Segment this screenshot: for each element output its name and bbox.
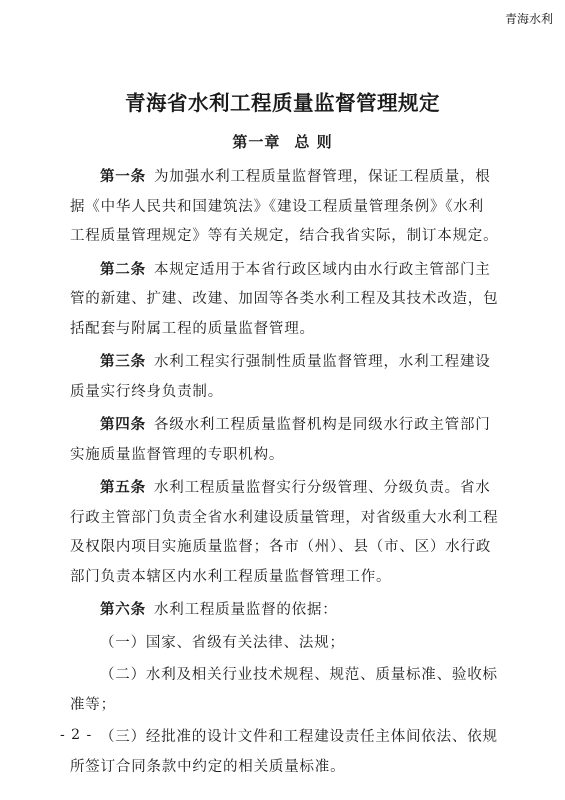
- text-content: 水利工程质量监督实行分级管理、分级负责。省水: [153, 480, 491, 496]
- text-content: 实施质量监督管理的专职机构。: [70, 446, 285, 463]
- text-content: 所签订合同条款中约定的相关质量标准。: [70, 758, 346, 775]
- article-paragraph: [70, 347, 500, 407]
- list-item: [70, 661, 500, 720]
- article-label: 第五条: [100, 479, 146, 496]
- text-line: [70, 162, 500, 193]
- text-content: 工程质量管理规定》等有关规定，结合我省实际，制订本规定。: [70, 228, 499, 244]
- text-line: [70, 255, 500, 286]
- article-label: 第四条: [100, 416, 146, 433]
- text-line: [70, 378, 500, 408]
- text-content: 准等；: [70, 696, 116, 713]
- text-content: 各级水利工程质量监督机构是同级水行政主管部门: [153, 417, 491, 433]
- text-line: [70, 410, 500, 441]
- article-label: 第二条: [100, 260, 146, 278]
- article-paragraph: [70, 255, 500, 345]
- article-paragraph: [70, 595, 500, 626]
- text-line: [70, 315, 500, 345]
- article-paragraph: [70, 473, 500, 592]
- text-content: （二）水利及相关行业技术规程、规范、质量标准、验收标: [100, 667, 498, 683]
- text-content: 本规定适用于本省行政区域内由水行政主管部门主: [153, 261, 491, 278]
- text-content: 水利工程实行强制性质量监督管理，水利工程建设: [153, 354, 491, 370]
- document-title: 青海省水利工程质量监督管理规定: [125, 91, 440, 115]
- text-line: [70, 723, 500, 753]
- text-line: [70, 753, 500, 783]
- text-content: 及权限内项目实施质量监督；各市（州）、县（市、区）水行政: [70, 539, 492, 555]
- text-line: [70, 661, 500, 691]
- text-content: 水利工程质量监督的依据：: [153, 602, 338, 618]
- text-line: [70, 563, 500, 593]
- text-line: [70, 533, 500, 563]
- chapter-heading: [0, 131, 565, 152]
- text-line: [70, 691, 500, 721]
- article-paragraph: [70, 162, 500, 252]
- chapter-number: 第一章: [232, 133, 281, 151]
- article-label: 第六条: [100, 601, 146, 618]
- text-line: [70, 285, 500, 315]
- list-item: [70, 629, 500, 659]
- text-line: [70, 595, 500, 626]
- text-content: 据《中华人民共和国建筑法》《建设工程质量管理条例》《水利: [70, 198, 484, 215]
- text-content: 行政主管部门负责全省水利建设质量管理，对省级重大水利工程: [70, 509, 499, 526]
- text-line: [70, 473, 500, 504]
- list-item: [70, 723, 500, 782]
- text-content: 括配套与附属工程的质量监督管理。: [70, 320, 315, 337]
- text-content: （三）经批准的设计文件和工程建设责任主体间依法、依规: [100, 729, 498, 745]
- article-paragraph: [70, 410, 500, 470]
- text-content: 管的新建、扩建、改建、加固等各类水利工程及其技术改造，包: [70, 291, 499, 307]
- text-line: [70, 504, 500, 534]
- text-content: （一）国家、省级有关法律、法规；: [100, 634, 345, 651]
- text-content: 部门负责本辖区内水利工程质量监督管理工作。: [70, 568, 392, 585]
- text-content: 为加强水利工程质量监督管理，保证工程质量，根: [153, 169, 491, 185]
- text-line: [70, 193, 500, 223]
- page-number: - 2 -: [60, 727, 93, 743]
- article-label: 第三条: [100, 353, 146, 370]
- chapter-name: 总 则: [294, 133, 333, 151]
- text-line: [70, 347, 500, 378]
- article-label: 第一条: [100, 168, 146, 185]
- watermark-label: 青海水利: [504, 12, 553, 26]
- document-body: [70, 162, 500, 785]
- text-line: [70, 629, 500, 659]
- text-line: [70, 441, 500, 471]
- text-line: [70, 222, 500, 252]
- text-content: 质量实行终身负责制。: [70, 383, 223, 400]
